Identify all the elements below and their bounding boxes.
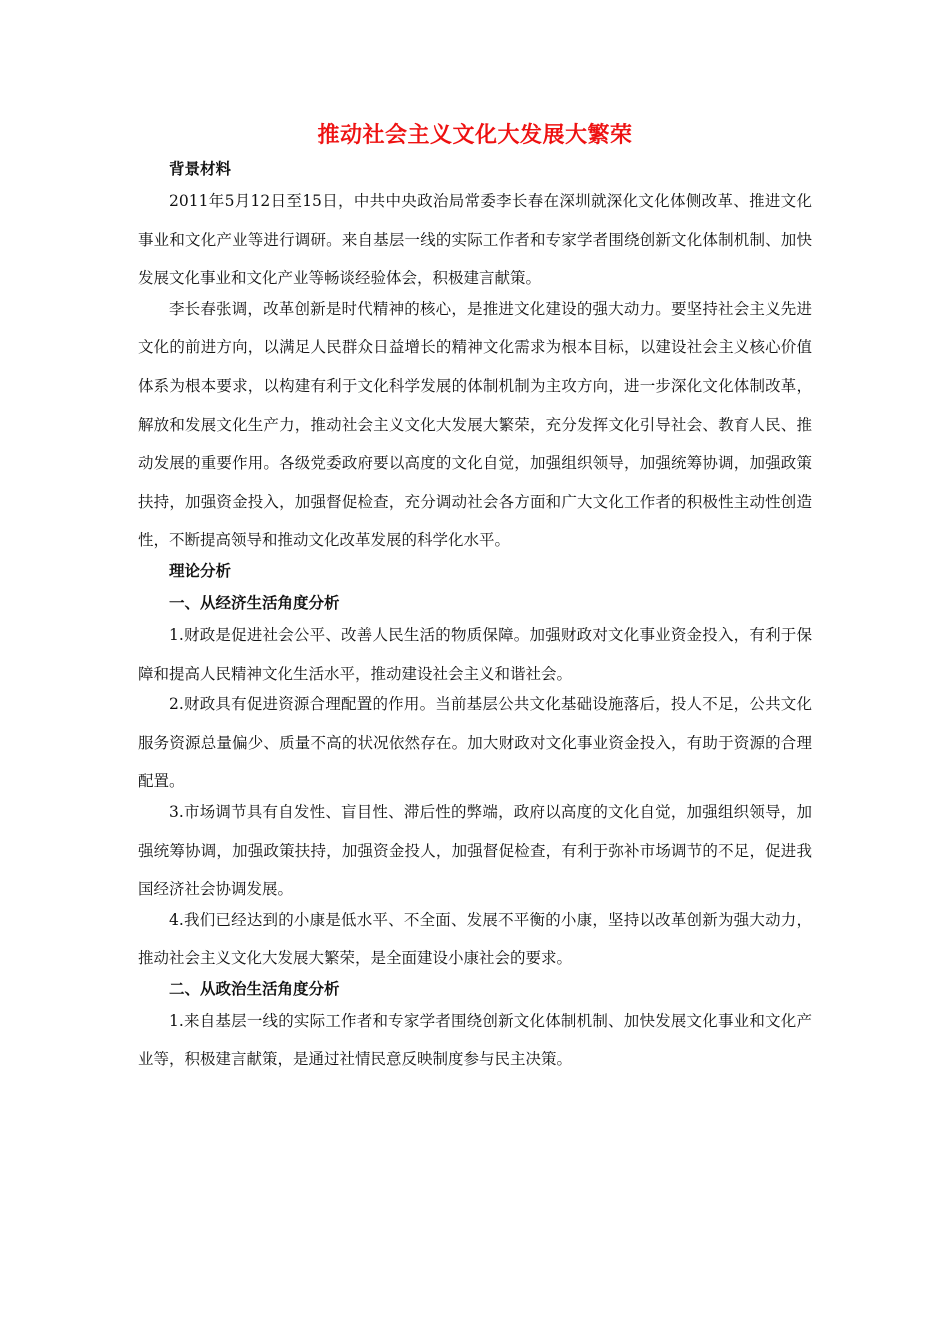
- section-heading-background: 背景材料: [169, 159, 232, 178]
- document-title: 推动社会主义文化大发展大繁荣: [317, 122, 633, 148]
- subsection-heading-economy: 一、从经济生活角度分析: [169, 592, 340, 612]
- paragraph-politics-1: 1.来自基层一线的实际工作者和专家学者围绕创新文化体制机制、加快发展文化事业和文化产业等，积极建言献策，是通过社情民意反映制度参与民主决策。: [138, 1011, 812, 1069]
- section-heading-theory: 理论分析: [169, 560, 232, 580]
- paragraph-economy-2: 2.财政具有促进资源合理配置的作用。当前基层公共文化基础设施落后，投人不足，公共文化服务资源总量偏少、质量不高的状况依然存在。加大财政对文化事业资金投入，有助于资源的合理配置。: [138, 695, 812, 791]
- subsection-heading-politics: 二、从政治生活角度分析: [169, 978, 340, 998]
- paragraph-economy-4: 4.我们已经达到的小康是低水平、不全面、发展不平衡的小康，坚持以改革创新为强大动力，推动社会主义文化大发展大繁荣，是全面建设小康社会的要求。: [138, 910, 812, 968]
- document-page: [138, 118, 812, 1079]
- paragraph-background-1: 2011年5月12日至15日，中共中央政治局常委李长春在深圳就深化文化体侧改革、推进文化事业和文化产业等进行调研。来自基层一线的实际工作者和专家学者围绕创新文化体制机制、加快发展文化事业和文化产业等畅谈经验体会，积极建言献策。: [138, 192, 812, 288]
- paragraph-background-2: 李长春张调，改革创新是时代精神的核心，是推进文化建设的强大动力。要坚持社会主义先进文化的前进方向，以满足人民群众日益增长的精神文化需求为根本目标，以建设社会主义核心价值体系为根本要求，以构建有利于文化科学发展的体制机制为主攻方向，进一步深化文化体制改革，解放和发展文化生产力，推动社会主义文化大发展大繁荣，充分发挥文化引导社会、教育人民、推动发展的重要作用。各级党委政府要以高度的文化自觉，加强组织领导，加强统筹协调，加强政策扶持，加强资金投入，加强督促检查，充分调动社会各方面和广大文化工作者的积极性主动性创造性，不断提高领导和推动文化改革发展的科学化水平。: [138, 299, 812, 550]
- paragraph-economy-3: 3.市场调节具有自发性、盲目性、滞后性的弊端，政府以高度的文化自觉，加强组织领导，加强统筹协调，加强政策扶持，加强资金投人，加强督促检查，有利于弥补市场调节的不足，促进我国经济社会协调发展。: [138, 802, 812, 899]
- paragraph-economy-1: 1.财政是促进社会公平、改善人民生活的物质保障。加强财政对文化事业资金投入，有利于保障和提高人民精神文化生活水平，推动建设社会主义和谐社会。: [138, 625, 812, 683]
